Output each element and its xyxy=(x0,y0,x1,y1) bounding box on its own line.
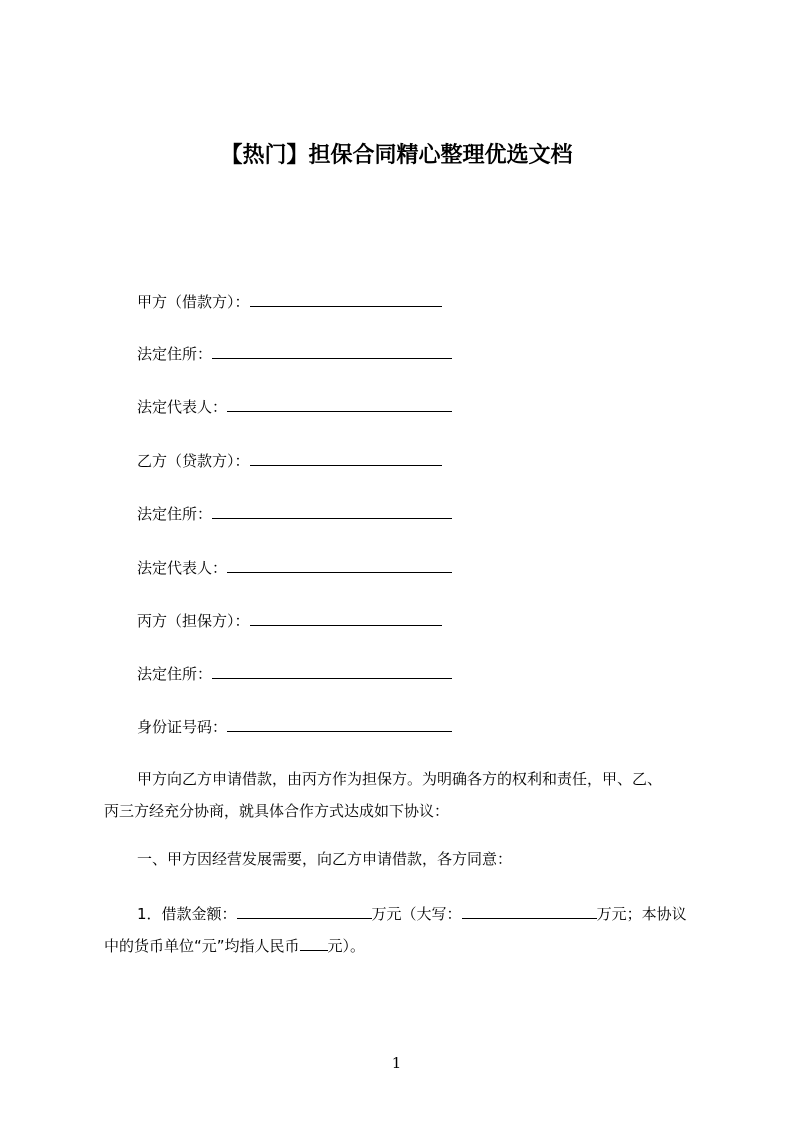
field-guarantor xyxy=(137,610,442,632)
amount-in-words-blank[interactable] xyxy=(462,904,597,919)
document-title: 【热门】担保合同精心整理优选文档 xyxy=(220,143,573,168)
field-label: 法定住所： xyxy=(137,665,213,683)
clause-1 xyxy=(104,898,710,962)
field-label: 法定住所： xyxy=(137,345,213,363)
field-label: 身份证号码： xyxy=(137,718,228,736)
intro-paragraph xyxy=(104,763,710,827)
section-1-heading-text: 一、甲方因经营发展需要，向乙方申请借款，各方同意： xyxy=(137,850,513,868)
field-borrower-representative xyxy=(137,396,452,418)
section-1-heading xyxy=(104,843,710,875)
clause-1-unit-1: 万元（大写： xyxy=(371,905,462,923)
blank-line[interactable] xyxy=(227,717,452,732)
blank-line[interactable] xyxy=(250,451,442,466)
field-borrower-address xyxy=(137,343,452,365)
field-lender-address xyxy=(137,503,452,525)
field-label: 甲方（借款方）： xyxy=(137,293,250,311)
field-label: 法定代表人： xyxy=(137,398,228,416)
clause-1-line-2-start: 中的货币单位“元”均指人民币 xyxy=(104,937,300,955)
clause-1-line-2-end: 元）。 xyxy=(327,937,366,955)
clause-1-prefix: 1．借款金额： xyxy=(137,905,237,923)
blank-line[interactable] xyxy=(250,292,442,307)
field-borrower xyxy=(137,291,442,313)
intro-line-1: 甲方向乙方申请借款，由丙方作为担保方。为明确各方的权利和责任，甲、乙、 xyxy=(137,770,663,788)
field-label: 法定住所： xyxy=(137,505,213,523)
field-id-number xyxy=(137,716,452,738)
blank-line[interactable] xyxy=(212,504,452,519)
clause-1-line-2 xyxy=(104,930,710,962)
field-lender-representative xyxy=(137,557,452,579)
blank-line[interactable] xyxy=(227,558,452,573)
blank-line[interactable] xyxy=(212,664,452,679)
clause-1-line-1 xyxy=(104,898,710,930)
page-number: 1 xyxy=(391,1054,402,1072)
field-label: 法定代表人： xyxy=(137,559,228,577)
field-label: 丙方（担保方）： xyxy=(137,612,250,630)
intro-line-2: 丙三方经充分协商，就具体合作方式达成如下协议： xyxy=(104,802,450,820)
blank-line[interactable] xyxy=(212,344,452,359)
blank-line[interactable] xyxy=(250,611,442,626)
field-lender xyxy=(137,450,442,472)
amount-blank[interactable] xyxy=(237,904,372,919)
blank-line[interactable] xyxy=(227,397,452,412)
currency-blank[interactable] xyxy=(300,936,328,951)
field-label: 乙方（贷款方）： xyxy=(137,452,250,470)
field-guarantor-address xyxy=(137,663,452,685)
clause-1-unit-2: 万元；本协议 xyxy=(596,905,687,923)
